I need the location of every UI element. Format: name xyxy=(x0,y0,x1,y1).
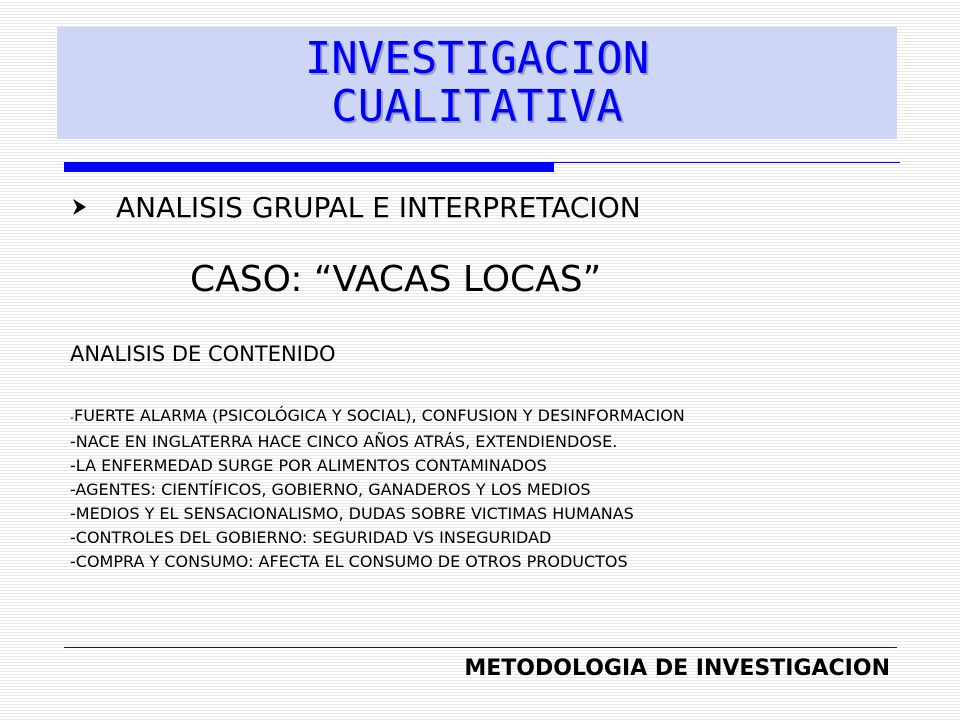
bullet-text: ANALISIS GRUPAL E INTERPRETACION xyxy=(116,190,641,224)
accent-bar-thin xyxy=(554,162,900,163)
case-title: CASO: “VACAS LOCAS” xyxy=(190,259,602,300)
slide-title-line-1: INVESTIGACION xyxy=(304,33,650,84)
list-item: -NACE EN INGLATERRA HACE CINCO AÑOS ATRÁS, EXTENDIENDOSE. xyxy=(70,432,618,451)
section-heading: ANALISIS DE CONTENIDO xyxy=(70,342,336,366)
content-list xyxy=(70,404,685,574)
accent-bar-thick xyxy=(64,162,554,172)
footer-course-title: METODOLOGIA DE INVESTIGACION xyxy=(464,656,890,681)
list-item: -CONTROLES DEL GOBIERNO: SEGURIDAD VS INSEGURIDAD xyxy=(70,528,552,547)
list-item: -MEDIOS Y EL SENSACIONALISMO, DUDAS SOBRE VICTIMAS HUMANAS xyxy=(70,504,634,523)
list-item: -COMPRA Y CONSUMO: AFECTA EL CONSUMO DE OTROS PRODUCTOS xyxy=(70,552,628,571)
title-banner xyxy=(57,27,897,139)
list-item: -AGENTES: CIENTÍFICOS, GOBIERNO, GANADEROS Y LOS MEDIOS xyxy=(70,480,591,499)
list-item: -LA ENFERMEDAD SURGE POR ALIMENTOS CONTAMINADOS xyxy=(70,456,547,475)
bullet-point xyxy=(72,189,641,225)
slide-title-line-2: CUALITATIVA xyxy=(331,81,623,132)
footer-divider xyxy=(64,647,897,648)
list-item: -FUERTE ALARMA (PSICOLÓGICA Y SOCIAL), CONFUSION Y DESINFORMACION xyxy=(70,406,685,425)
arrow-bullet-icon xyxy=(72,198,88,216)
